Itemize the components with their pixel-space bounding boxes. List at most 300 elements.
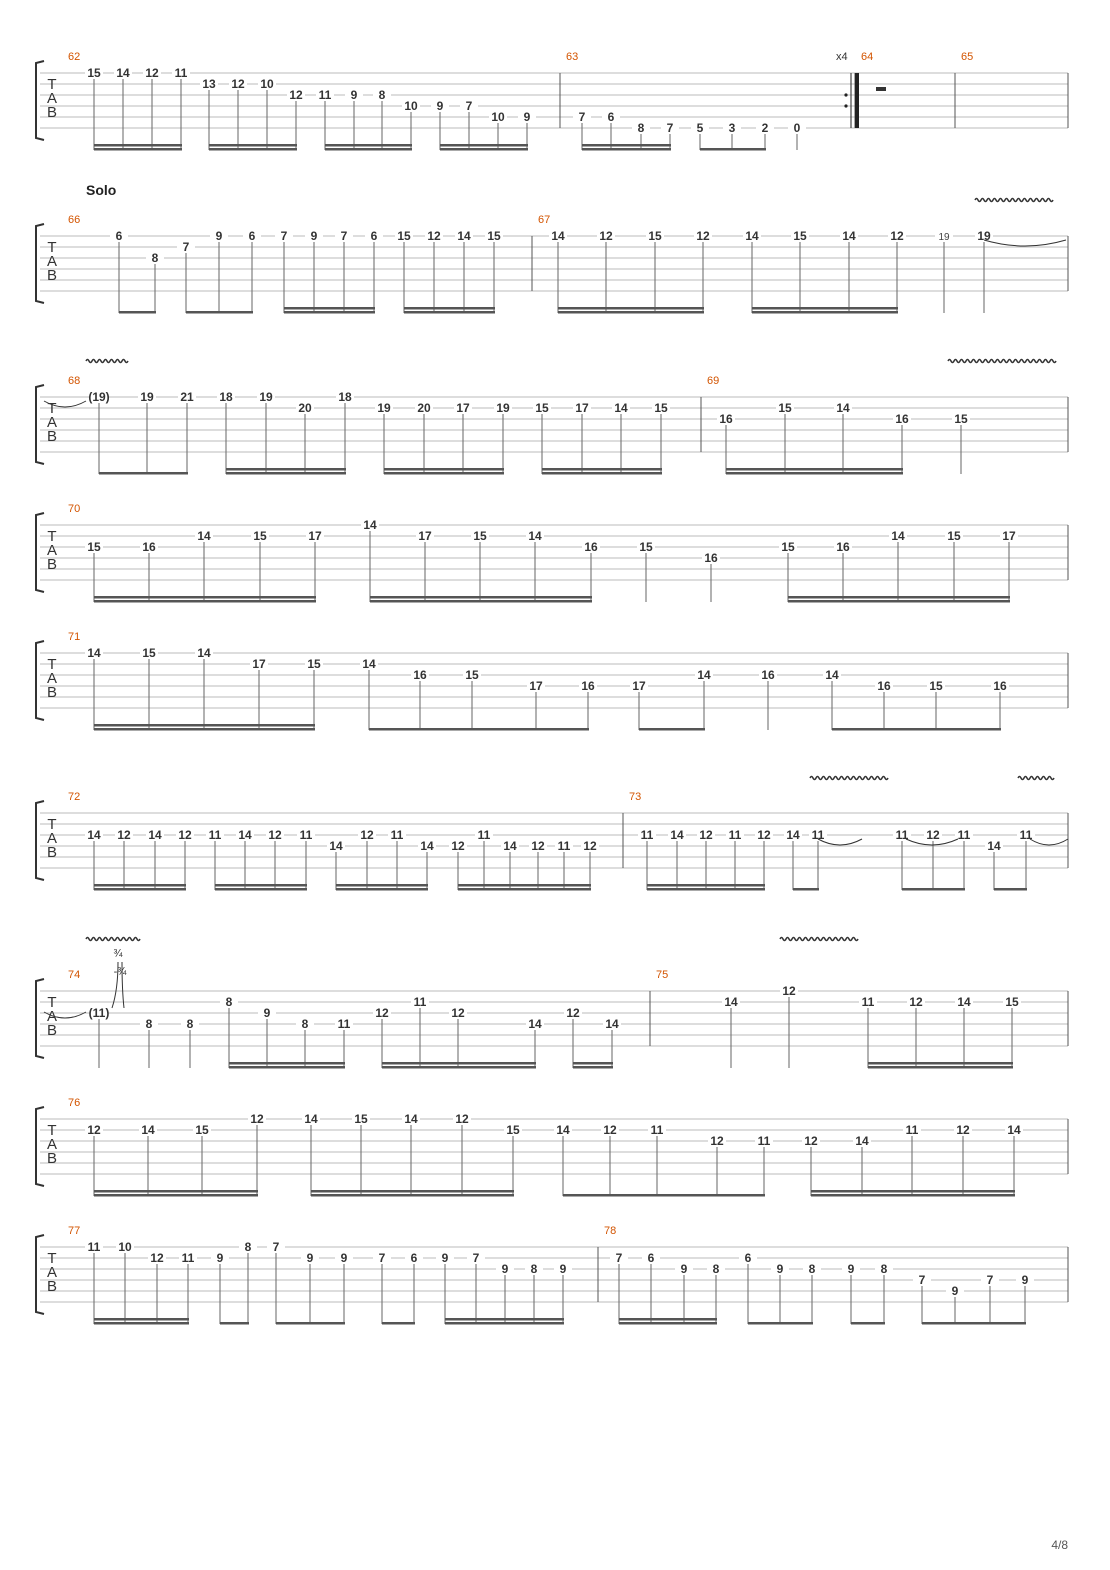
vibrato-mark [780,938,858,941]
fret-number: 14 [556,1123,570,1137]
fret-number: 15 [397,229,411,243]
fret-number: 14 [420,839,434,853]
fret-number: 11 [811,828,825,842]
fret-number: 14 [404,1112,418,1126]
fret-number: 6 [647,1251,655,1265]
beam [215,888,307,891]
fret-number: 16 [761,668,775,682]
fret-number: 12 [451,1006,465,1020]
beam [94,1318,189,1321]
fret-number: 12 [531,839,545,853]
fret-number: 19 [377,401,391,415]
fret-number: 7 [472,1251,480,1265]
tab-clef-letter: A [46,1008,58,1025]
fret-number: 12 [455,1112,469,1126]
fret-number: 18 [338,390,352,404]
fret-number: 14 [363,518,377,532]
fret-number: 6 [248,229,256,243]
fret-number: 14 [238,828,252,842]
beam [186,311,253,314]
fret-number: 17 [1002,529,1016,543]
fret-number: 14 [605,1017,619,1031]
beam [752,307,898,310]
beam [563,1194,765,1197]
tab-clef-letter: T [47,400,57,417]
beam [229,1062,345,1065]
beam [458,888,591,891]
fret-number: 14 [891,529,905,543]
beam [94,1194,258,1197]
beam [284,311,375,314]
beam [94,884,186,887]
fret-number: 12 [599,229,613,243]
tab-clef-letter: T [47,994,57,1011]
fret-number: 7 [986,1273,994,1287]
beam [700,148,766,151]
beam [558,307,704,310]
fret-number: 11 [957,828,971,842]
fret-number: 11 [174,66,188,80]
tab-clef-letter: T [47,76,57,93]
fret-number: 17 [252,657,266,671]
fret-number: 9 [306,1251,314,1265]
tab-clef-letter: T [47,656,57,673]
fret-number: 15 [639,540,653,554]
fret-number: 16 [877,679,891,693]
beam [868,1066,1013,1069]
fret-number: 11 [390,828,404,842]
fret-number: 17 [308,529,322,543]
fret-number: 17 [418,529,432,543]
beam [458,884,591,887]
fret-number: 7 [378,1251,386,1265]
fret-number: 0 [793,121,801,135]
fret-number: 12 [804,1134,818,1148]
beam [404,311,495,314]
fret-number: 8 [145,1017,153,1031]
fret-number: 14 [551,229,565,243]
measure-number: 68 [68,375,81,387]
fret-number: 7 [340,229,348,243]
beam [209,148,297,151]
fret-number: (11) [88,1006,110,1020]
fret-number: 8 [637,121,645,135]
fret-number: 15 [947,529,961,543]
fret-number: 11 [477,828,491,842]
beam [284,307,375,310]
tab-clef-letter: T [47,816,57,833]
fret-number: 12 [699,828,713,842]
beam [325,144,412,147]
fret-number: 11 [757,1134,771,1148]
fret-number: 11 [728,828,742,842]
vibrato-mark [1018,777,1054,780]
tab-system [36,214,1068,314]
fret-number: 14 [786,828,800,842]
fret-number: 15 [929,679,943,693]
beam [902,888,965,891]
measure-number: 65 [961,51,974,63]
fret-number: 14 [724,995,738,1009]
fret-number: 14 [116,66,130,80]
tie-arc [984,240,1066,246]
fret-number: 14 [528,1017,542,1031]
beam [336,884,428,887]
beam [788,596,1010,599]
fret-number: 9 [215,229,223,243]
beam [811,1194,1015,1197]
beam [94,600,316,603]
fret-number: 11 [413,995,427,1009]
fret-number: 8 [301,1017,309,1031]
fret-number: 21 [180,390,194,404]
beam [384,468,504,471]
fret-number: 9 [680,1262,688,1276]
fret-number: 17 [632,679,646,693]
fret-number: 15 [487,229,501,243]
repeat-dot [844,104,847,107]
fret-number: 15 [253,529,267,543]
fret-number: 14 [1007,1123,1021,1137]
tab-clef-letter: T [47,528,57,545]
beam [851,1322,885,1325]
tab-system [36,969,1068,1069]
fret-number: 20 [298,401,312,415]
tab-clef-letter: B [46,684,58,701]
fret-number: 9 [559,1262,567,1276]
beam [311,1190,514,1193]
fret-number: 8 [151,251,159,265]
fret-number: 8 [244,1240,252,1254]
beam [382,1062,536,1065]
fret-number: 12 [566,1006,580,1020]
fret-number: 12 [583,839,597,853]
fret-number: 15 [954,412,968,426]
measure-number: 64 [861,51,874,63]
tab-clef-letter: B [46,844,58,861]
fret-number: 14 [836,401,850,415]
fret-number: 14 [855,1134,869,1148]
fret-number: 12 [451,839,465,853]
tab-system [36,1097,1068,1197]
fret-number: 15 [354,1112,368,1126]
fret-number: 11 [650,1123,664,1137]
fret-number: 15 [195,1123,209,1137]
fret-number: 2 [761,121,769,135]
fret-number: 15 [535,401,549,415]
fret-number: 16 [142,540,156,554]
fret-number: 14 [457,229,471,243]
fret-number: 11 [895,828,909,842]
fret-number: 14 [957,995,971,1009]
fret-number: 9 [1021,1273,1029,1287]
fret-number: 7 [615,1251,623,1265]
beam [94,144,182,147]
vibrato-mark [86,360,128,363]
fret-number: 7 [272,1240,280,1254]
beam [582,148,671,151]
vibrato-mark [86,938,140,941]
beam [440,148,528,151]
fret-number: 15 [87,66,101,80]
tab-clef-letter: B [46,1278,58,1295]
fret-number: 14 [197,646,211,660]
fret-number: 12 [268,828,282,842]
fret-number: 9 [350,88,358,102]
fret-number: 12 [289,88,303,102]
fret-number: 14 [842,229,856,243]
fret-number: 12 [427,229,441,243]
fret-number: 8 [530,1262,538,1276]
measure-number: 71 [68,631,81,643]
beam [94,596,316,599]
measure-number: 76 [68,1097,81,1109]
beam [94,148,182,151]
fret-number: 17 [529,679,543,693]
fret-number: 19 [977,229,991,243]
fret-number: 9 [216,1251,224,1265]
fret-number: 16 [413,668,427,682]
fret-number: 6 [744,1251,752,1265]
fret-number: 12 [890,229,904,243]
fret-number: 12 [360,828,374,842]
measure-number: 69 [707,375,720,387]
beam [619,1318,717,1321]
beam [619,1322,717,1325]
beam [99,472,188,475]
fret-number: 13 [202,77,216,91]
fret-number: 14 [141,1123,155,1137]
fret-number: 15 [142,646,156,660]
measure-number: 73 [629,791,642,803]
fret-number: 16 [993,679,1007,693]
beam [384,472,504,475]
fret-number: 16 [836,540,850,554]
fret-number: 12 [782,984,796,998]
fret-number: 14 [362,657,376,671]
beam [748,1322,813,1325]
repeat-count: x4 [836,51,848,63]
beam [226,468,346,471]
fret-number: 11 [87,1240,101,1254]
beam [573,1062,613,1065]
tab-clef-letter: T [47,1250,57,1267]
fret-number: 6 [410,1251,418,1265]
fret-number: 6 [115,229,123,243]
fret-number: 16 [581,679,595,693]
fret-number: 14 [697,668,711,682]
fret-number: 19 [140,390,154,404]
beam [542,472,662,475]
fret-number: 16 [704,551,718,565]
fret-number: 14 [745,229,759,243]
fret-number: 15 [781,540,795,554]
fret-number: 15 [654,401,668,415]
tab-clef-letter: B [46,428,58,445]
tie-arc [1030,839,1068,845]
beam [440,144,528,147]
tab-system [36,503,1068,603]
fret-number: 19 [259,390,273,404]
fret-number: 14 [148,828,162,842]
fret-number: 12 [696,229,710,243]
section-label: Solo [86,182,117,198]
fret-number: 8 [378,88,386,102]
fret-number: 3 [728,121,736,135]
beam [793,888,819,891]
fret-number: 8 [712,1262,720,1276]
vibrato-mark [975,199,1053,202]
fret-number: 14 [614,401,628,415]
fret-number: 18 [219,390,233,404]
fret-number: 12 [87,1123,101,1137]
beam [94,724,315,727]
page-number: 4/8 [1051,1538,1068,1552]
fret-number: 9 [523,110,531,124]
fret-number: 11 [1019,828,1033,842]
whole-rest [876,87,886,91]
fret-number: 10 [118,1240,132,1254]
fret-number: 12 [956,1123,970,1137]
tab-clef-letter: B [46,1022,58,1039]
beam [382,1322,415,1325]
beam [276,1322,345,1325]
beam [215,884,307,887]
fret-number: 14 [329,839,343,853]
fret-number: 15 [648,229,662,243]
fret-number: 11 [318,88,332,102]
beam [868,1062,1013,1065]
fret-number: 12 [909,995,923,1009]
measure-number: 77 [68,1225,81,1237]
measure-number: 62 [68,51,81,63]
fret-number: 7 [918,1273,926,1287]
beam [639,728,705,731]
beam [752,311,898,314]
beam [94,1190,258,1193]
beam [573,1066,613,1069]
beam [788,600,1010,603]
fret-number: 16 [584,540,598,554]
beam [370,600,592,603]
fret-number: 11 [337,1017,351,1031]
fret-number: 12 [710,1134,724,1148]
tab-clef-letter: A [46,670,58,687]
fret-number: 14 [825,668,839,682]
fret-number: 12 [145,66,159,80]
fret-number: 12 [117,828,131,842]
beam [220,1322,249,1325]
tab-clef-letter: A [46,542,58,559]
measure-number: 67 [538,214,551,226]
fret-number: 9 [441,1251,449,1265]
measure-number: 63 [566,51,579,63]
fret-number: 9 [310,229,318,243]
tab-clef-letter: A [46,1136,58,1153]
repeat-barline [855,73,859,128]
fret-number: 12 [757,828,771,842]
vibrato-mark [810,777,888,780]
tab-system [36,51,1068,151]
measure-number: 74 [68,969,81,981]
beam [832,728,1001,731]
fret-number: 20 [417,401,431,415]
fret-number: 14 [304,1112,318,1126]
fret-number: 15 [506,1123,520,1137]
fret-number: 14 [87,646,101,660]
beam [647,884,765,887]
fret-number: 9 [263,1006,271,1020]
measure-number: 72 [68,791,81,803]
fret-number: 10 [260,77,274,91]
beam [336,888,428,891]
fret-number: 8 [808,1262,816,1276]
fret-number: 15 [307,657,321,671]
fret-number: 7 [182,240,190,254]
fret-number: 14 [670,828,684,842]
tab-clef-letter: A [46,414,58,431]
tab-clef-letter: T [47,1122,57,1139]
bend-amount-label: ¾ [113,948,123,960]
fret-number: 9 [776,1262,784,1276]
fret-number: 14 [87,828,101,842]
beam [226,472,346,475]
tab-clef-letter: T [47,239,57,256]
beam [647,888,765,891]
beam [445,1318,564,1321]
fret-number: 9 [340,1251,348,1265]
tab-clef-letter: A [46,830,58,847]
fret-number: 15 [87,540,101,554]
fret-number: 11 [299,828,313,842]
fret-number: 15 [1005,995,1019,1009]
tab-clef-letter: A [46,90,58,107]
beam [922,1322,1026,1325]
beam [119,311,156,314]
fret-number: 11 [557,839,571,853]
tab-system [36,1225,1068,1325]
tab-system [36,791,1068,891]
tab-system [36,375,1068,475]
beam [94,888,186,891]
measure-number: 66 [68,214,81,226]
tab-clef-letter: B [46,556,58,573]
fret-number: 14 [528,529,542,543]
fret-number: 14 [987,839,1001,853]
vibrato-mark [948,360,1056,363]
tab-clef-letter: A [46,1264,58,1281]
fret-number: 7 [280,229,288,243]
beam [445,1322,564,1325]
fret-number: 7 [578,110,586,124]
fret-number: 12 [150,1251,164,1265]
beam [94,1322,189,1325]
fret-number: 12 [603,1123,617,1137]
beam [994,888,1027,891]
beam [369,728,589,731]
fret-number: 15 [473,529,487,543]
fret-number: 6 [607,110,615,124]
fret-number: 11 [861,995,875,1009]
fret-number: 11 [905,1123,919,1137]
fret-number: 12 [250,1112,264,1126]
beam [582,144,671,147]
fret-number: 9 [501,1262,509,1276]
fret-number: 12 [178,828,192,842]
measure-number: 70 [68,503,81,515]
fret-number: 12 [231,77,245,91]
repeat-dot [844,93,847,96]
